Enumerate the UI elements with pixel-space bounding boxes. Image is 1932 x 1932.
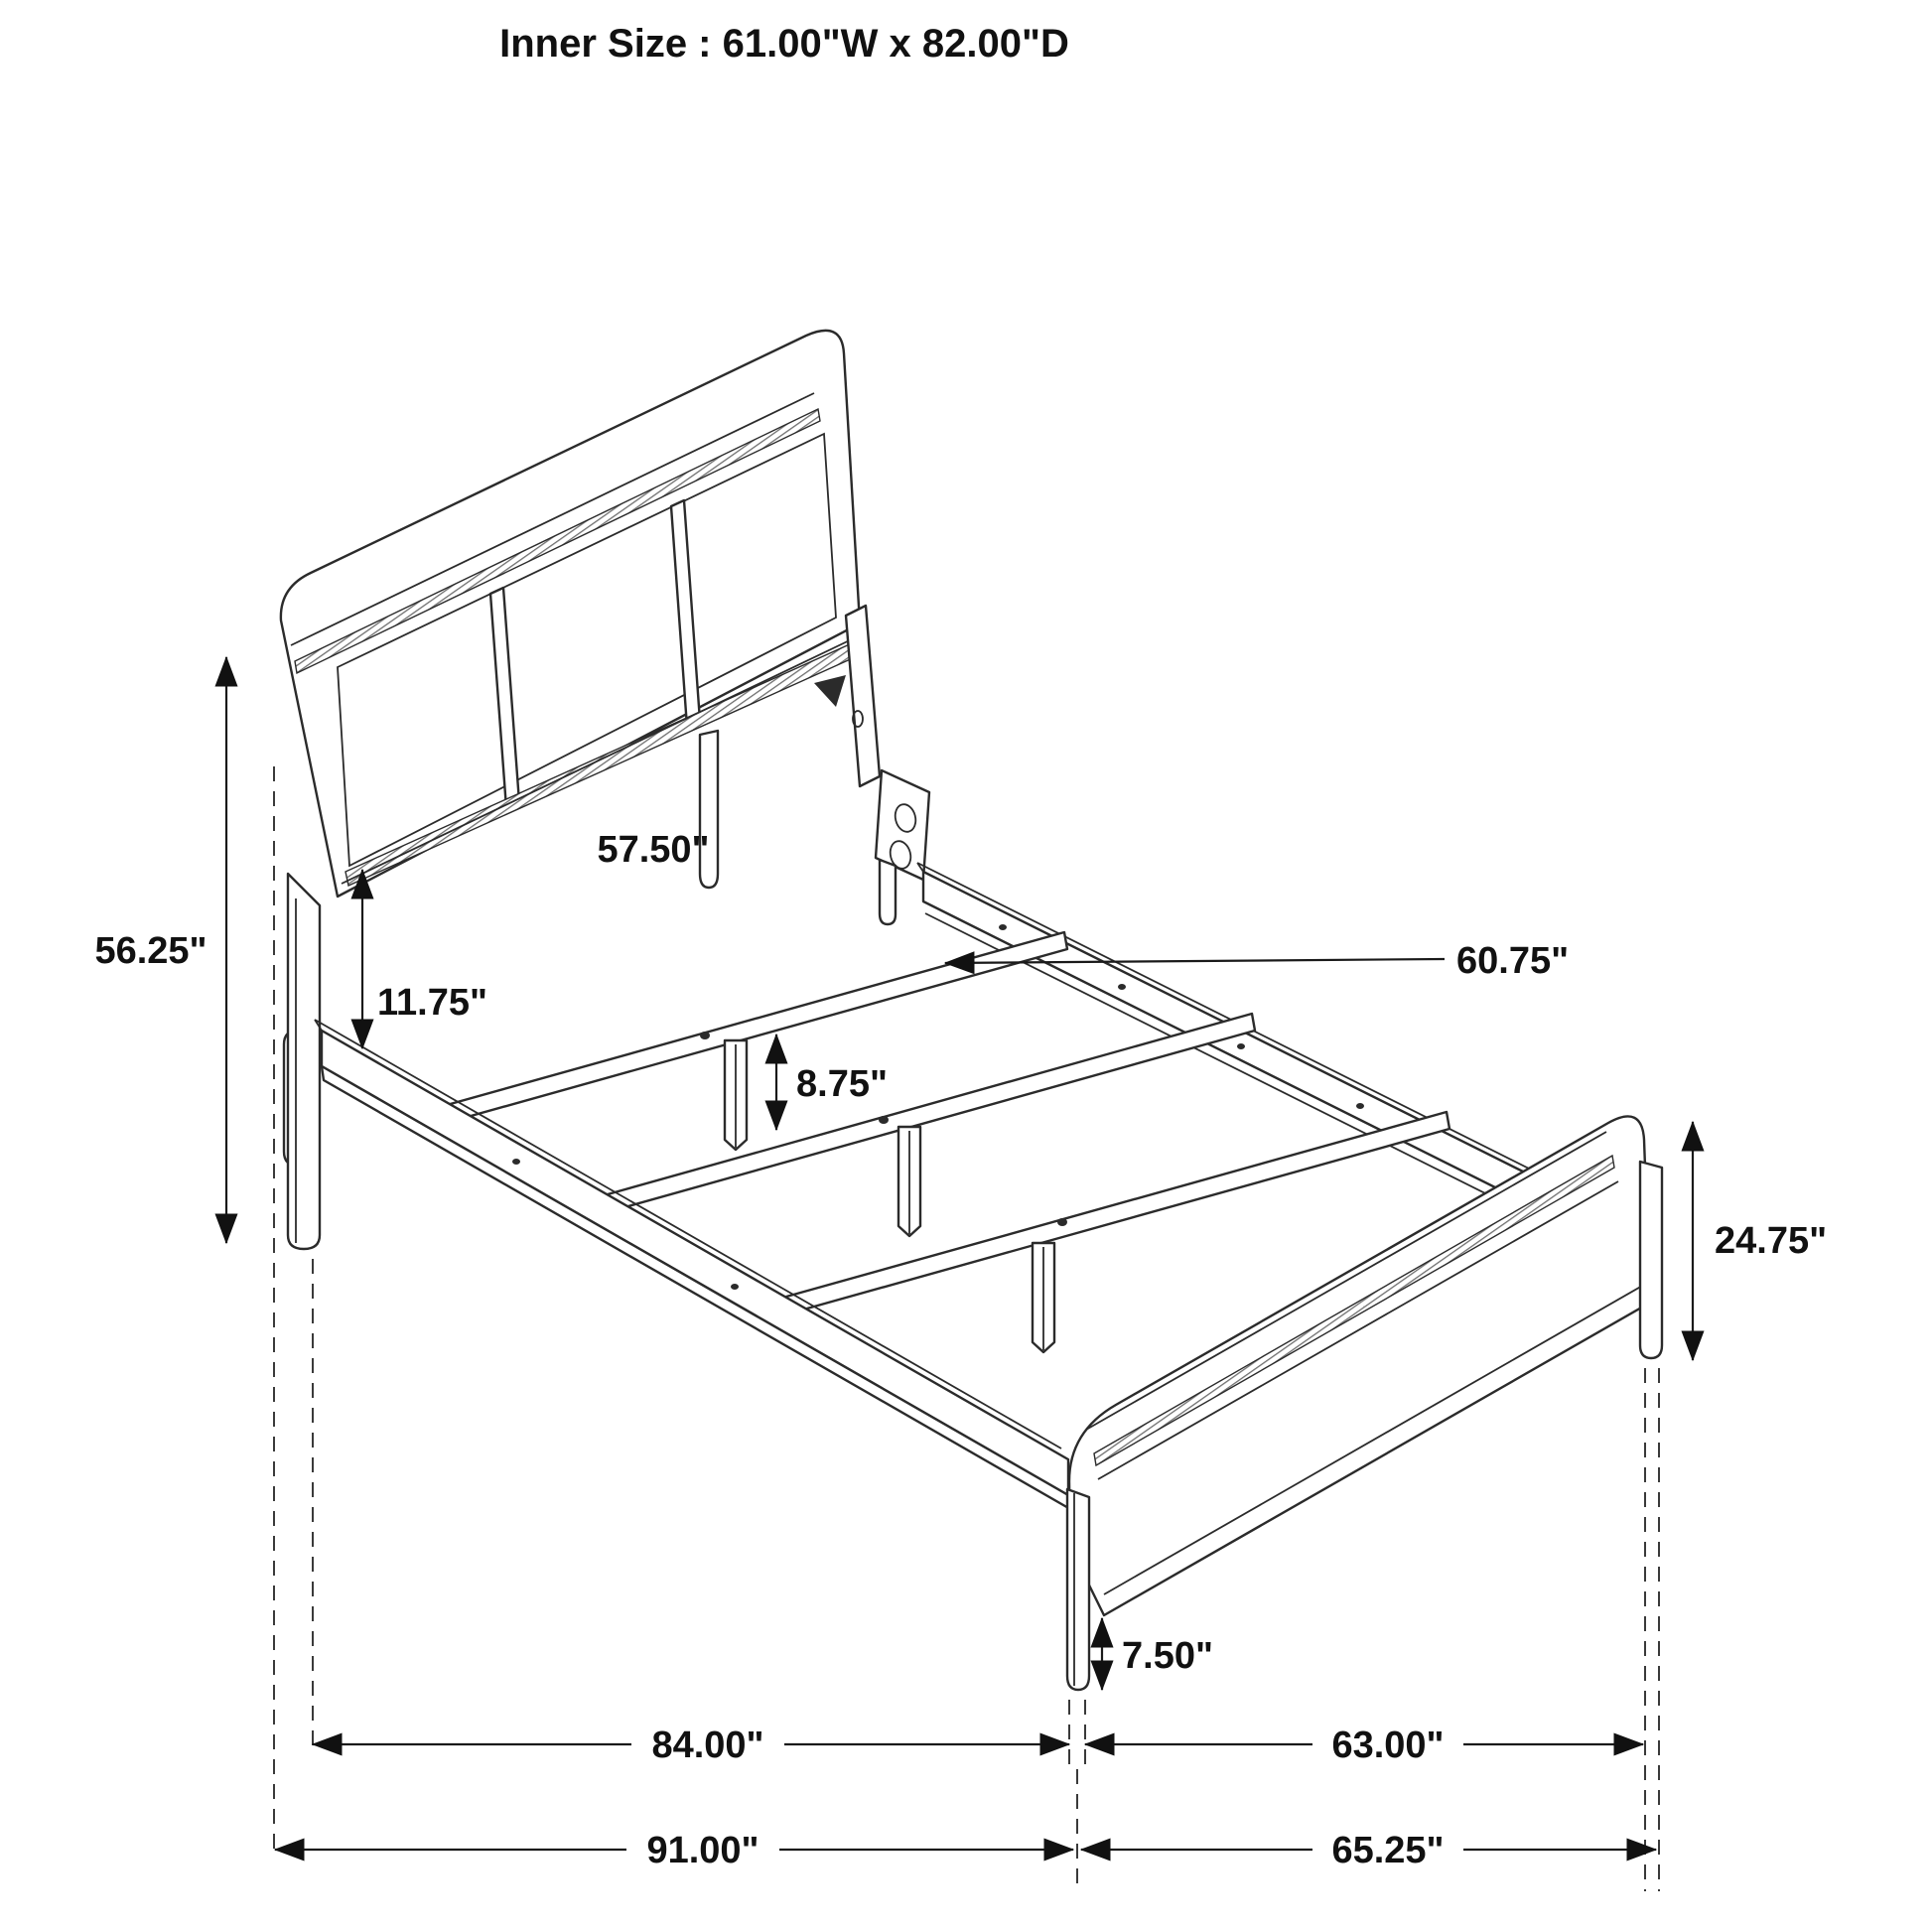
- rail-screw: [1237, 1043, 1245, 1049]
- rail-screw: [731, 1284, 739, 1290]
- dim-label-footboard-inner-width: 63.00": [1331, 1725, 1445, 1766]
- slats: [429, 932, 1449, 1352]
- side-rail-right: [917, 863, 1590, 1246]
- page-title: Inner Size : 61.00"W x 82.00"D: [499, 22, 1069, 66]
- slat-1-screw: [700, 1032, 710, 1039]
- dim-label-headboard-width: 57.50": [597, 829, 710, 871]
- dim-label-slat-length: 60.75": [1456, 940, 1570, 982]
- rail-screw: [1356, 1103, 1364, 1109]
- dim-headboard-width: [597, 829, 709, 871]
- rail-screw: [512, 1159, 520, 1165]
- slat-3-screw: [1057, 1218, 1067, 1226]
- footboard-front-leg: [1067, 1489, 1089, 1690]
- dim-headboard-height: [94, 657, 226, 1243]
- rail-pointer-arrowhead: [814, 675, 846, 707]
- dim-label-footboard-leg-height: 7.50": [1122, 1635, 1213, 1677]
- dim-label-overall-width: 65.25": [1331, 1830, 1445, 1871]
- dim-label-headboard-rail-gap: 11.75": [377, 982, 488, 1024]
- dim-label-headboard-height: 56.25": [94, 930, 207, 972]
- dim-label-slat-leg-height: 8.75": [796, 1063, 888, 1105]
- headboard-rear-right-leg: [880, 860, 896, 924]
- dim-label-footboard-height: 24.75": [1715, 1220, 1828, 1262]
- rail-screw: [999, 924, 1007, 930]
- dim-line-overall: [275, 1830, 1656, 1871]
- rail-left-top-strip: [315, 1020, 1061, 1449]
- rail-left-lip: [322, 1066, 1070, 1509]
- dim-label-inner-frame-length: 84.00": [651, 1725, 764, 1766]
- dim-line-inner: [313, 1725, 1643, 1766]
- headboard-front-left-leg: [288, 874, 320, 1249]
- slat-2-screw: [879, 1116, 889, 1124]
- headboard-face: [281, 331, 860, 897]
- footboard-right-leg: [1640, 1162, 1662, 1358]
- dim-headboard-rail-gap: [362, 870, 487, 1048]
- dim-footboard-leg-height: [1102, 1618, 1213, 1690]
- dim-footboard-height: [1693, 1122, 1827, 1360]
- rail-screw: [1118, 984, 1126, 990]
- headboard-right-post: [846, 606, 880, 786]
- dim-slat-leg-height: [776, 1035, 888, 1130]
- dim-label-overall-length: 91.00": [646, 1830, 759, 1871]
